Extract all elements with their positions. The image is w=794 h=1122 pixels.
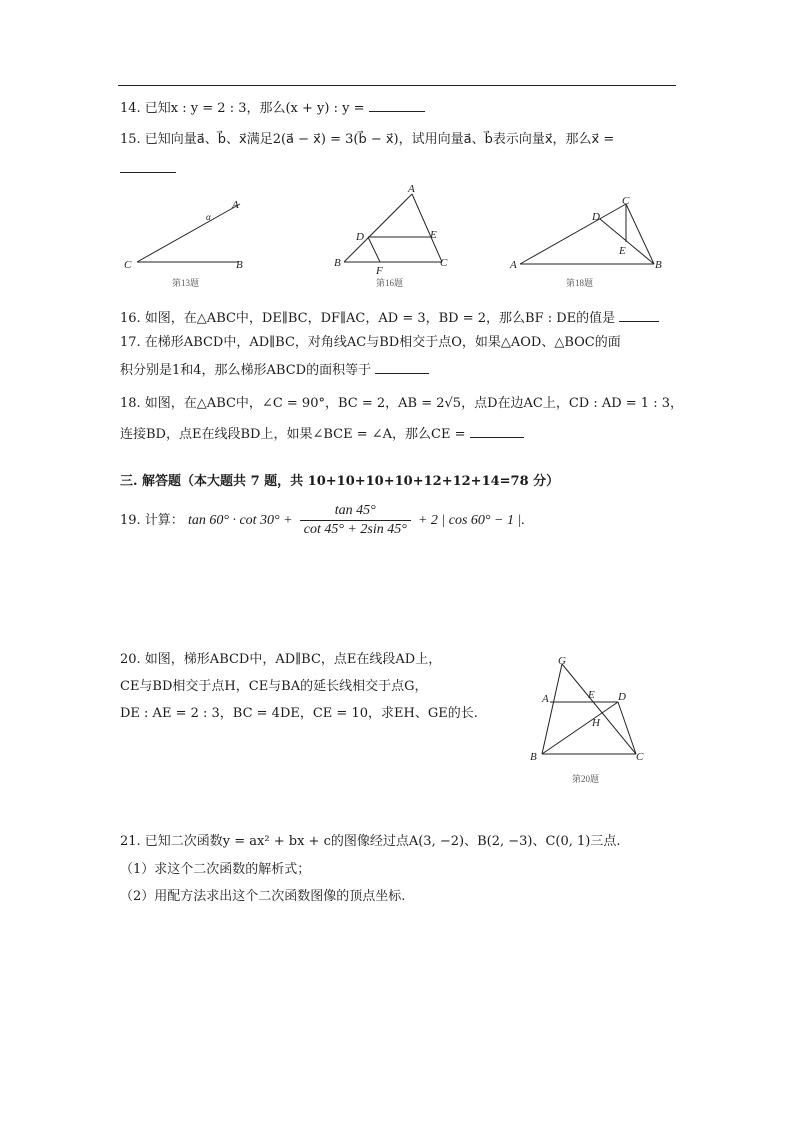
label-b: B — [655, 259, 662, 271]
question-18-line-1: 18. 如图，在△ABC中，∠C = 90°，BC = 2，AB = 2√5，点D在边AC上，CD : AD = 1 : 3， — [120, 396, 683, 411]
label-f: F — [376, 265, 383, 277]
label-c: C — [622, 195, 630, 207]
label-c: C — [124, 259, 132, 271]
side-cb — [626, 204, 654, 264]
figure-16 — [330, 182, 460, 290]
label-e: E — [430, 229, 437, 241]
label-g: G — [558, 655, 566, 667]
label-b: B — [530, 751, 537, 763]
label-alpha: α — [206, 212, 211, 222]
answer-blank — [375, 359, 429, 374]
label-b: B — [236, 259, 243, 271]
answer-blank — [369, 97, 425, 112]
question-19: 19. 计算： tan 60° · cot 30° + $\frac{\tan 45^\circ}{\cot 45^\circ + 2\sin 45^\circ}$ + 2 | cos 60° − 1 |. — [120, 503, 525, 537]
section-3-title: 三. 解答题（本大题共 7 题，共 10+10+10+10+12+12+14=78 分） — [120, 474, 560, 489]
answer-blank — [470, 423, 524, 438]
question-17-line-2: 积分别是1和4，那么梯形ABCD的面积等于 — [120, 359, 429, 381]
question-15: 15. 已知向量a⃗、b⃗、x⃗满足2(a⃗ − x⃗) = 3(b⃗ − x⃗)，试用向量a⃗、b⃗表示向量x⃗，那么x⃗ = — [120, 132, 615, 147]
figure-18 — [506, 190, 676, 290]
label-a: A — [542, 693, 549, 705]
label-a: A — [232, 199, 239, 211]
label-d: D — [356, 231, 364, 243]
header-rule — [118, 85, 676, 86]
line-gc — [562, 664, 636, 754]
label-c: C — [440, 257, 448, 269]
question-16: 16. 如图，在△ABC中，DE∥BC，DF∥AC，AD = 3，BD = 2，那么BF : DE的值是 — [120, 307, 659, 329]
question-20-line-3: DE : AE = 2 : 3，BC = 4DE，CE = 10，求EH、GE的长. — [120, 706, 478, 721]
side-dc — [618, 702, 636, 754]
label-a: A — [510, 259, 517, 271]
question-20-line-2: CE与BD相交于点H，CE与BA的延长线相交于点G， — [120, 679, 428, 694]
side-ac — [520, 204, 626, 264]
question-17-line-1: 17. 在梯形ABCD中，AD∥BC，对角线AC与BD相交于点O，如果△AOD、△BOC的面 — [120, 335, 621, 350]
side-ab — [344, 194, 412, 262]
label-b: B — [334, 257, 341, 269]
figure-13 — [120, 190, 260, 290]
figure-20-caption: 第20题 — [572, 774, 600, 784]
answer-blank — [619, 307, 659, 322]
segment-bd — [600, 219, 654, 264]
label-c: C — [636, 751, 644, 763]
figure-18-caption: 第18题 — [566, 278, 594, 288]
label-e: E — [619, 245, 626, 257]
question-21-part-1: （1）求这个二次函数的解析式； — [120, 862, 311, 877]
label-e: E — [588, 689, 595, 701]
label-d: D — [618, 691, 626, 703]
figure-13-caption: 第13题 — [172, 278, 200, 288]
figure-20 — [520, 650, 660, 790]
label-d: D — [592, 211, 600, 223]
question-21-part-2: （2）用配方法求出这个二次函数图像的顶点坐标. — [120, 889, 406, 904]
ray-ca — [137, 204, 240, 262]
answer-blank-15 — [120, 158, 176, 180]
figure-16-caption: 第16题 — [376, 278, 404, 288]
question-20-line-1: 20. 如图，梯形ABCD中，AD∥BC，点E在线段AD上， — [120, 652, 442, 667]
diagonal-bd — [542, 702, 618, 754]
line-gb — [542, 664, 562, 754]
label-a: A — [408, 183, 415, 195]
segment-df — [368, 237, 380, 262]
label-h: H — [592, 717, 600, 729]
question-14: 14. 已知x : y = 2 : 3，那么(x + y) : y = — [120, 97, 425, 119]
fraction: $\frac{\tan 45^\circ}{\cot 45^\circ + 2\sin 45^\circ}$ — [300, 503, 411, 538]
question-21: 21. 已知二次函数y = ax² + bx + c的图像经过点A(3, −2)、B(2, −3)、C(0, 1)三点. — [120, 834, 621, 849]
side-ac — [412, 194, 442, 262]
question-18-line-2: 连接BD，点E在线段BD上，如果∠BCE = ∠A，那么CE = — [120, 423, 524, 445]
